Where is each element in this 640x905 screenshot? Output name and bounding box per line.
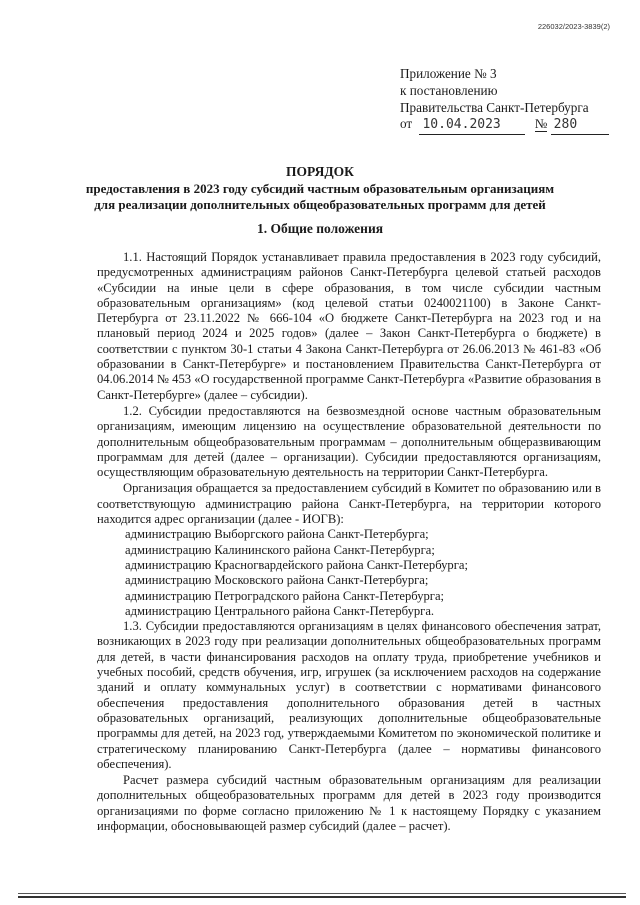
date-prefix: от — [400, 116, 413, 132]
list-item: администрацию Центрального района Санкт-Петербурга. — [125, 603, 435, 618]
list-item: администрацию Красногвардейского района Санкт-Петербурга; — [125, 557, 468, 572]
appendix-line-1: Приложение № 3 — [400, 66, 497, 81]
footer-divider — [18, 896, 626, 898]
list-item: администрацию Выборгского района Санкт-Петербурга; — [125, 527, 429, 542]
title-line-2: для реализации дополнительных общеобразовательных программ для детей — [94, 197, 546, 212]
paragraph-1-3: 1.3. Субсидии предоставляются организациям в целях финансового обеспечения затрат, возникающих в 2023 году при реализации дополнительных общеобразовательных программ для детей, в части финансирования расходов на оплату труда, приобретение учебников и учебных пособий, средств обучения, игр, игрушек (за исключением расходов на содержание зданий и оплату коммунальных услуг) в соответствии с нормативами финансового обеспечения предоставления дополнительного образования детей в частных образовательных организаций, реализующих дополнительные общеобразовательные программы для детей, на 2023 год, утверждаемыми Комитетом по экономической политике и стратегическому планированию Санкт-Петербурга (далее – нормативы финансового обеспечения). — [97, 619, 601, 771]
appendix-block — [400, 66, 610, 135]
number-stamp: 280 — [551, 117, 609, 135]
date-stamp: 10.04.2023 — [419, 117, 525, 135]
list-item: администрацию Московского района Санкт-Петербурга; — [125, 573, 429, 588]
number-label: № — [534, 116, 548, 132]
list-item: администрацию Калининского района Санкт-Петербурга; — [125, 542, 435, 557]
paragraph-calculation: Расчет размера субсидий частным образовательным организациям для реализации дополнительных общеобразовательных программ для детей в 2023 году производится организациями по форме согласно приложению № 1 к настоящему Порядку с указанием информации, обосновывающей размер субсидий (далее – расчет). — [97, 773, 601, 833]
title-line-1: предоставления в 2023 году субсидий частным образовательным организациям — [85, 181, 555, 196]
document-id: 226032/2023-3839(2) — [537, 22, 610, 31]
section-title: 1. Общие положения — [256, 221, 384, 236]
appendix-date-row — [400, 116, 610, 135]
appendix-line-2: к постановлению — [400, 82, 498, 98]
title-main: ПОРЯДОК — [286, 164, 354, 179]
document-title — [40, 164, 600, 213]
list-item: администрацию Петроградского района Санкт-Петербурга; — [125, 588, 445, 603]
paragraph-organization: Организация обращается за предоставлением субсидий в Комитет по образованию или в соответствующую администрацию района Санкт-Петербурга, на территории которого находится адрес организации (далее - ИОГВ): — [97, 481, 601, 527]
paragraph-1-1: 1.1. Настоящий Порядок устанавливает правила предоставления в 2023 году субсидий, предусмотренных администрациям районов Санкт-Петербурга целевой статьей расходов «Субсидии на иные цели в сфере образования, в том числе субсидии частным образовательным организациям» (код целевой статьи 0240021100) в Законе Санкт-Петербурга от 23.11.2022 № 666-104 «О бюджете Санкт-Петербурга на 2023 год и на плановый период 2024 и 2025 годов» (далее – Закон Санкт-Петербурга о бюджете) в соответствии с пунктом 30-1 статьи 4 Закона Санкт-Петербурга от 26.06.2013 № 461-83 «Об образовании в Санкт-Петербурге» и постановлением Правительства Санкт-Петербурга от 04.06.2014 № 453 «О государственной программе Санкт-Петербурга «Развитие образования в Санкт-Петербурге» (далее – субсидии). — [97, 250, 601, 402]
footer-divider — [18, 893, 626, 894]
paragraph-1-2: 1.2. Субсидии предоставляются на безвозмездной основе частным образовательным организациям, имеющим лицензию на осуществление образовательной деятельности по дополнительным общеобразовательным программам – дополнительным общеразвивающим программам для детей (далее – организации). Субсидии предоставляются организациям, осуществляющим образовательную деятельность на территории Санкт-Петербурга. — [97, 403, 601, 480]
document-body — [97, 250, 601, 834]
appendix-line-3: Правительства Санкт-Петербурга — [400, 99, 589, 115]
